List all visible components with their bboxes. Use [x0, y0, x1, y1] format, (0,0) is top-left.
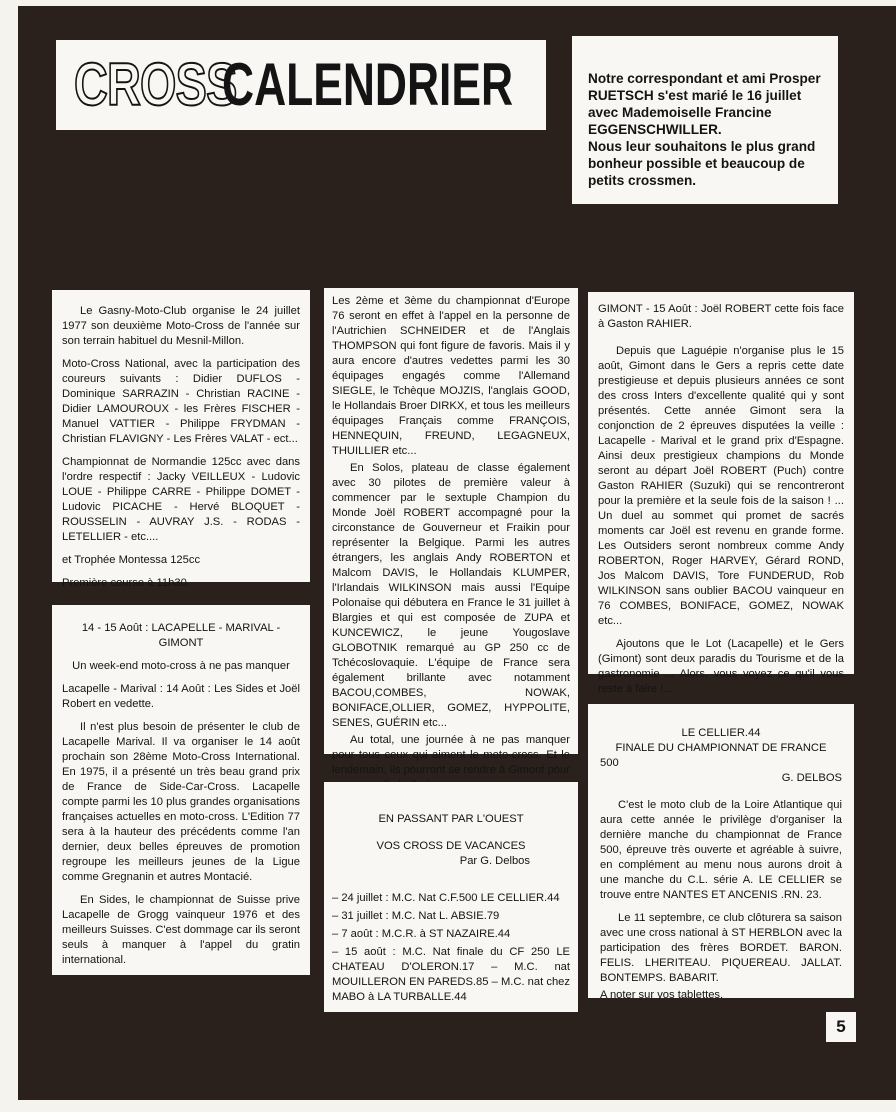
cellier-subheading: FINALE DU CHAMPIONNAT DE FRANCE — [615, 742, 827, 754]
cellier-byline: G. DELBOS — [781, 772, 842, 784]
title-banner — [56, 40, 546, 130]
ouest-item: – 7 août : M.C.R. à ST NAZAIRE.44 — [332, 928, 511, 940]
gimont-body: Depuis que Laguépie n'organise plus le 15 août, Gimont dans le Gers a repris cette date prestigieuse et depuis plusieurs années ce sont des cross Inters d'excellente qualité qui y sont présentés. Cette année Gimont sera la conjonction de 2 épreuves disputées la veille : Lacapelle - Marival et le grand prix d'Espagne. Ainsi deux prestigieux champions du Monde seront au départ Joël ROBERT (Puch) contre Gaston RAHIER (Suzuki) qui se rencontreront pour la première et la seule fois de la saison ! ... Un duel au sommet qui promet de sacrés moments car Joël est revenu en grande forme. Les Outsiders seront nombreux comme Andy ROBERTON, Roger HARVEY, Gérard ROND, Jos Malcom DAVIS, Tore FUNDERUD, Rob WILKINSON sans oublier BACOU vainqueur en 76 COMBES, BONIFACE, GOMEZ, NOWAK etc... — [598, 345, 844, 627]
title-calendrier: CALENDRIER — [222, 51, 514, 118]
cellier-herblon: Le 11 septembre, ce club clôturera sa saison avec une cross national à ST HERBLON avec la participation des frères BORDET. BARON. FELIS. LHERITEAU. PIQUEREAU. JALLAT. BONTEMPS. BABARIT. — [600, 912, 842, 984]
lacapelle-body: Il n'est plus besoin de présenter le club de Lacapelle Marival. Il va organiser le 14 août prochain son 28ème Moto-Cross International. En 1975, il a présenté un très beau grand prix de France de Side-Car-Cross. Lacapelle compte parmi les 10 plus grandes organisations françaises actuelles en moto-cross. L'Edition 77 sera à la hauteur des précédents comme l'an dernier, deux belles épreuves de promotion regroupe les meilleurs jeunes de la Ligue comme Gregnanin et autres Montacié. — [62, 721, 300, 883]
ouest-heading: EN PASSANT PAR L'OUEST — [378, 813, 524, 825]
title-cross: CROSS — [74, 51, 237, 118]
ouest-calendar-list — [332, 891, 570, 1005]
lacapelle-subheading: Un week-end moto-cross à ne pas manquer — [72, 660, 290, 672]
gasny-trophee: et Trophée Montessa 125cc — [62, 554, 201, 566]
announcement-text: Notre correspondant et ami Prosper RUETSCH s'est marié le 16 juillet avec Mademoiselle Francine EGGENSCHWILLER. — [588, 71, 821, 137]
article-cellier — [588, 704, 854, 1001]
ouest-byline: Par G. Delbos — [459, 855, 530, 867]
middle-conclusion: Au total, une journée à ne pas manquer pour tous ceux qui aiment le moto-cross. Et le lendemain, ils pourront se rendre à Gimont pour — [332, 734, 570, 776]
cellier-body: C'est le moto club de la Loire Atlantique qui aura cette année le privilège d'organiser la dernière manche du championnat de France 500, épreuve très ouverte et agréable à suivre, en complément au menu nous aurons droit à une manche du C.L. série A. LE CELLIER se trouve entre NANTES ET ANCENIS .RN. 23. — [600, 799, 842, 901]
article-lacapelle — [52, 605, 310, 975]
cellier-class: 500 — [600, 757, 619, 769]
cellier-note: A noter sur vos tablettes. — [600, 989, 724, 1001]
announcement-wishes: Nous leur souhaitons le plus grand bonheur possible et beaucoup de petits crossmen. — [588, 139, 816, 188]
cellier-heading: LE CELLIER.44 — [681, 727, 761, 739]
gasny-national: Moto-Cross National, avec la participation des coureurs suivants : Didier DUFLOS - Dominique SARRAZIN - Christian RACINE - Didier LAMOUROUX - les Frères FISCHER - Manuel VATTIER - Philippe FRYDMAN - Christian FLAVIGNY - Les Frères VALAT - ect... — [62, 358, 300, 445]
article-gasny — [52, 290, 310, 589]
gasny-intro: Le Gasny-Moto-Club organise le 24 juillet 1977 son deuxième Moto-Cross de l'année sur son terrain habituel du Mesnil-Millon. — [62, 305, 300, 347]
lacapelle-lead: Lacapelle - Marival : 14 Août : Les Sides et Joël Robert en vedette. — [62, 683, 300, 710]
ouest-item: – 15 août : M.C. Nat finale du CF 250 LE CHATEAU D'OLERON.17 – M.C. nat MOUILLERON EN PAREDS.85 – M.C. nat chez MABO à LA TURBALLE.44 — [332, 946, 570, 1003]
gasny-start-time: Première course à 11h30. — [62, 577, 190, 589]
wedding-announcement — [572, 36, 838, 204]
article-gimont — [588, 292, 854, 695]
lacapelle-sides: En Sides, le championnat de Suisse prive Lacapelle de Grogg vainqueur 1976 et des meilleurs Suisses. C'est dommage car ils seront seuls à manquer à l'appel du gratin international. — [62, 894, 300, 966]
ouest-item: – 24 juillet : M.C. Nat C.F.500 LE CELLIER.44 — [332, 892, 560, 904]
ouest-item: – 31 juillet : M.C. Nat L. ABSIE.79 — [332, 910, 500, 922]
middle-sides: Les 2ème et 3ème du championnat d'Europe 76 seront en effet à l'appel en la personne de l'Autrichien SCHNEIDER et de l'Anglais THOMPSON qui font figure de favoris. Mais il y aura encore d'autres vedettes parmi les 30 équipages engagés comme l'Allemand SIEGLE, le Tchèque MOJZIS, l'anglais GOOD, le Hollandais Broer DIRKX, et tous les meilleurs équipages Français comme FRANÇOIS, HENNEQUIN, FREUND, LEGAGNEUX, THUILLIER etc... — [332, 295, 570, 457]
lacapelle-heading: 14 - 15 Août : LACAPELLE - MARIVAL - GIMONT — [81, 622, 281, 649]
ouest-subheading: VOS CROSS DE VACANCES — [376, 840, 526, 852]
page-number: 5 — [826, 1012, 856, 1042]
gimont-tourism: Ajoutons que le Lot (Lacapelle) et le Gers (Gimont) sont deux paradis du Tourisme et de la gastronomie ... Alors, vous voyez ce qu'il vous reste à faire !... — [598, 638, 844, 695]
article-ouest — [324, 782, 578, 1012]
middle-solos: En Solos, plateau de classe également avec 30 pilotes de première valeur à commencer par le sextuple Champion du Monde Joël ROBERT accompagné pour la circonstance de Gouverneur et Fraikin pour représenter la Belgique. Parmi les autres étrangers, les anglais Andy ROBERTON et Malcom DAVIS, le Hollandais KLUMPER, l'Irlandais WILKINSON mais aussi l'Equipe Polonaise qui débutera en France le 31 juillet à Blargies et qui est composée de ZUPA et KUNCEWICZ, le jeune Yougoslave GLOBOTNIK remarqué au GP 250 cc de Tchécoslovaquie. L'équipe de France sera également brillante avec notamment BACOU,COMBES, NOWAK, BONIFACE,OLLIER, GOMEZ, HYPPOLITE, SENES, GUÉRIN etc... — [332, 462, 570, 729]
gasny-normandie: Championnat de Normandie 125cc avec dans l'ordre respectif : Jacky VEILLEUX - Ludovic LOUE - Philippe CARRE - Philippe DOMET - Ludovic PICACHE - Hervé BLOQUET - ROUSSELIN - AUVRAY J.S. - RODAS - LETELLIER - etc.... — [62, 456, 300, 543]
gimont-heading: GIMONT - 15 Août : Joël ROBERT cette fois face à Gaston RAHIER. — [598, 303, 844, 330]
article-lacapelle-continued — [324, 288, 578, 776]
